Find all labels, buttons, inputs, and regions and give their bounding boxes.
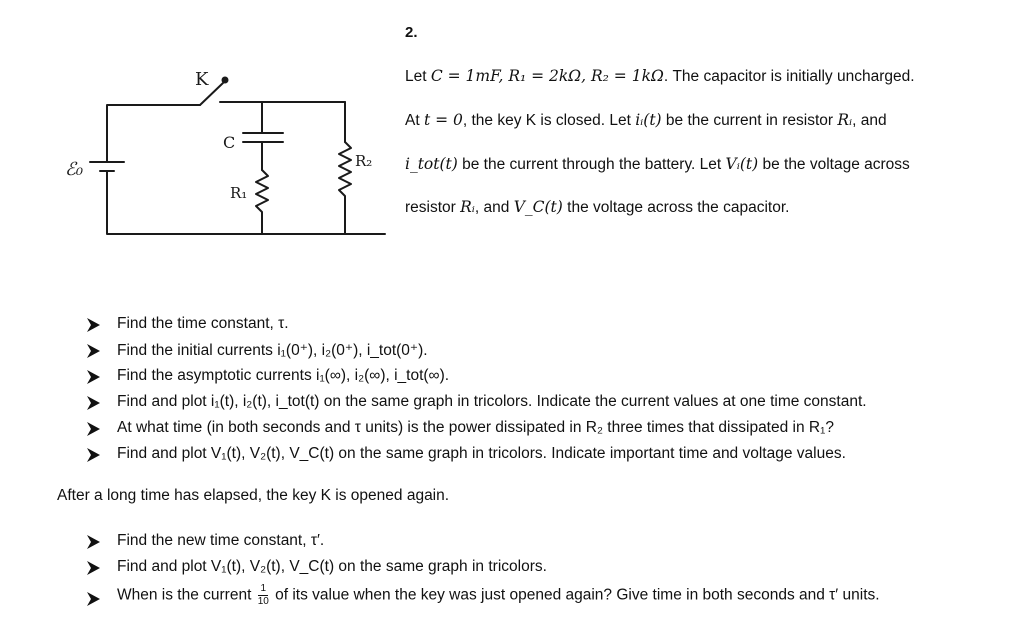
key-label: K [195,69,209,90]
intro-line-3 [405,155,910,174]
list-item: Find and plot i₁(t), i₂(t), i_tot(t) on the same graph in tricolors. Indicate the current values at one time constant. [117,393,867,410]
math-vc: V_C(t) [513,198,563,216]
intro-text: the voltage across the capacitor. [562,199,790,216]
paragraph: After a long time has elapsed, the key K is opened again. [57,487,450,504]
intro-line-4 [405,198,789,217]
intro-text: Let [405,68,431,85]
problem-number: 2. [405,24,418,41]
r1-zigzag [256,170,268,234]
list-item-text: of its value when the key was just opened again? Give time in both seconds and τ′ units. [270,586,880,604]
fraction [258,584,269,607]
circuit-diagram [55,60,395,240]
r1-label: R₁ [230,184,248,202]
intro-text: . The capacitor is initially uncharged. [663,68,915,85]
list-item: Find and plot V₁(t), V₂(t), V_C(t) on the same graph in tricolors. [117,558,547,575]
list-item: Find and plot V₁(t), V₂(t), V_C(t) on the same graph in tricolors. Indicate important time and voltage values. [117,445,846,462]
list-item: Find the new time constant, τ′. [117,532,325,549]
key-contact [223,78,228,83]
given-values: C = 1mF, R₁ = 2kΩ, R₂ = 1kΩ [430,67,664,85]
arrow-bullet-icon [87,592,100,606]
wire-left [107,105,200,152]
intro-text: , the key K is closed. Let [462,112,636,129]
arrow-bullet-icon [87,448,100,462]
arrow-bullet-icon [87,422,100,436]
intro-text: resistor [405,199,461,216]
arrow-bullet-icon [87,370,100,384]
list-item: Find the time constant, τ. [117,315,289,332]
fraction-numerator: 1 [260,583,267,594]
intro-line-1 [405,67,915,86]
math-v: Vᵢ(t) [725,155,759,173]
arrow-bullet-icon [87,396,100,410]
math-r: Rᵢ [460,198,475,216]
list-item [117,584,880,607]
list-item: At what time (in both seconds and τ units) is the power dissipated in R₂ three times that dissipated in R₁? [117,419,834,436]
intro-text: , and [474,199,514,216]
math-i: iᵢ(t) [635,111,662,129]
math-t: t = 0 [423,111,463,129]
math-r: Rᵢ [837,111,853,129]
arrow-bullet-icon [87,535,100,549]
list-item-text: When is the current [117,586,256,604]
intro-text: , and [852,112,887,129]
intro-text: be the current in resistor [661,112,838,129]
intro-text: be the current through the battery. Let [457,156,726,173]
r2-zigzag [339,142,351,234]
arrow-bullet-icon [87,344,100,358]
capacitor-label: C [223,133,236,152]
arrow-bullet-icon [87,318,100,332]
intro-text: At [405,112,424,129]
list-item: Find the initial currents i₁(0⁺), i₂(0⁺), i_tot(0⁺). [117,342,428,359]
intro-text: be the voltage across [758,156,910,173]
list-item: Find the asymptotic currents i₁(∞), i₂(∞), i_tot(∞). [117,367,450,384]
fraction-denominator: 10 [257,596,269,607]
r2-label: R₂ [355,152,373,170]
battery-label: ℰ₀ [65,159,84,180]
arrow-bullet-icon [87,561,100,575]
math-itot: i_tot(t) [405,155,458,173]
intro-line-2 [405,111,887,130]
